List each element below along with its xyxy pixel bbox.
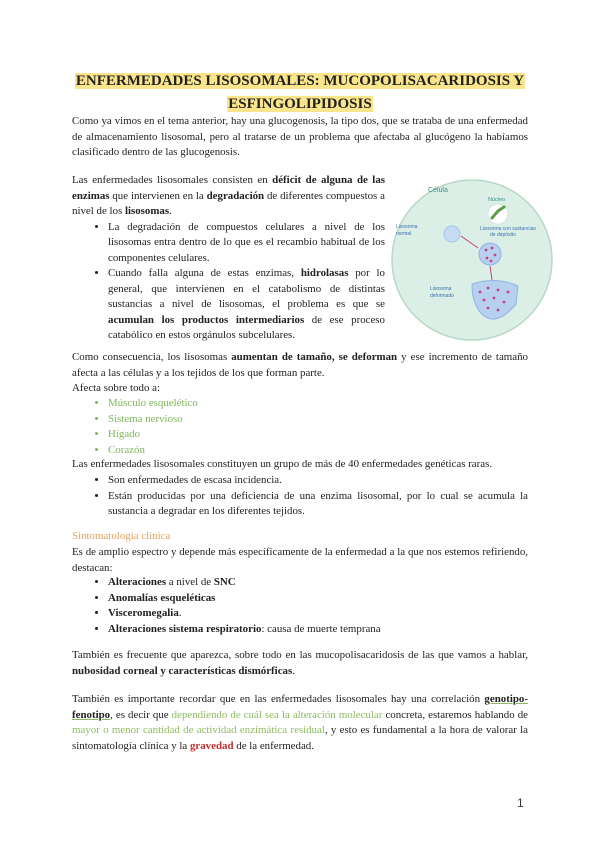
symptoms-heading: Sintomatología clínica xyxy=(72,530,171,542)
normal-lysosome xyxy=(444,226,460,242)
list-item: • Son enfermedades de escasa incidencia. xyxy=(108,473,528,489)
deposit-lysosome-label-2: de depósito xyxy=(490,232,516,238)
list-item: • Sistema nervioso xyxy=(108,412,528,428)
title-line-1: ENFERMEDADES LISOSOMALES: MUCOPOLISACARIDOSIS Y xyxy=(75,73,525,89)
cell-circle xyxy=(392,180,552,340)
group-paragraph: Las enfermedades lisosomales constituyen un grupo de más de 40 enfermedades genéticas raras. xyxy=(72,458,493,470)
list-item: • Corazón xyxy=(108,443,528,459)
page-title xyxy=(72,70,528,116)
list-item: • Alteraciones a nivel de SNC xyxy=(108,575,528,591)
page-number: 1 xyxy=(517,796,524,810)
group-block xyxy=(72,473,528,520)
title-line-2: ESFINGOLIPIDOSIS xyxy=(228,96,372,112)
frequent-paragraph: También es frecuente que aparezca, sobre todo en las mucopolisacaridosis de las que vamos a hablar, nubosidad corneal y características dismórficas. xyxy=(72,649,528,677)
list-item: • Cuando falla alguna de estas enzimas, hidrolasas por lo general, que intervienen en el catabolismo de distintas sustancias a nivel de lisosomas, el problema es que se acumulan los productos intermediarios de ese proceso catabólico en estos orgánulos subcelulares. xyxy=(108,266,385,344)
deformed-lysosome-label-1: Lisosoma xyxy=(430,286,452,292)
organs-list xyxy=(72,396,528,458)
definition-paragraph: Las enfermedades lisosomales consisten en déficit de alguna de las enzimas que intervienen en la degradación de diferentes compuestos a nivel de los lisosomas. xyxy=(72,174,386,217)
symptoms-list xyxy=(72,575,528,637)
consequence-paragraph: Como consecuencia, los lisosomas aumentan de tamaño, se deforman y ese incremento de tamaño afecta a las células y a los tejidos de los que forman parte. xyxy=(72,351,528,379)
list-item: • La degradación de compuestos celulares a nivel de los lisosomas entra dentro de lo que es el recambio habitual de los componentes celulares. xyxy=(108,220,385,267)
intro-paragraph: Como ya vimos en el tema anterior, hay una glucogenosis, la tipo dos, que se trataba de una enfermedad de almacenamiento lisosomal, pero al tratarse de un problema que afectaba al glucógeno la habíamos clasificado dentro de las glucogenosis. xyxy=(72,115,528,158)
nucleus-label: Núcleo xyxy=(488,197,506,203)
deposit-lysosome-label-1: Lisosoma con sustancias xyxy=(480,226,536,232)
cell-label: Célula xyxy=(428,187,448,194)
list-item: • Hígado xyxy=(108,427,528,443)
definition-block xyxy=(72,173,385,344)
normal-lysosome-label-1: Lisosoma xyxy=(396,224,418,230)
symptoms-intro: Es de amplio espectro y depende más específicamente de la enfermedad a la que nos estemos refiriendo, destacan: xyxy=(72,546,528,574)
organs-block xyxy=(72,396,528,458)
lysosome-diagram xyxy=(388,176,556,344)
list-item: • Alteraciones sistema respiratorio: causa de muerte temprana xyxy=(108,622,528,638)
normal-lysosome-label-2: normal xyxy=(396,231,412,237)
definition-list xyxy=(72,220,385,344)
group-list xyxy=(72,473,528,520)
affects-label: Afecta sobre todo a: xyxy=(72,382,160,394)
symptoms-block xyxy=(72,575,528,637)
deformed-lysosome-label-2: deformado xyxy=(430,293,454,299)
list-item: • Músculo esquelético xyxy=(108,396,528,412)
list-item: • Visceromegalia. xyxy=(108,606,528,622)
correlation-paragraph: También es importante recordar que en las enfermedades lisosomales hay una correlación genotipo-fenotipo, es decir que dependiendo de cuál sea la alteración molecular concreta, estaremos hablando de mayor o menor cantidad de actividad enzimática residual, y esto es fundamental a la hora de valorar la sintomatología clínica y la gravedad de la enfermedad. xyxy=(72,693,529,752)
list-item: • Están producidas por una deficiencia de una enzima lisosomal, por lo cual se acumula la sustancia a degradar en los diferentes tejidos. xyxy=(108,489,528,520)
list-item: • Anomalías esqueléticas xyxy=(108,591,528,607)
